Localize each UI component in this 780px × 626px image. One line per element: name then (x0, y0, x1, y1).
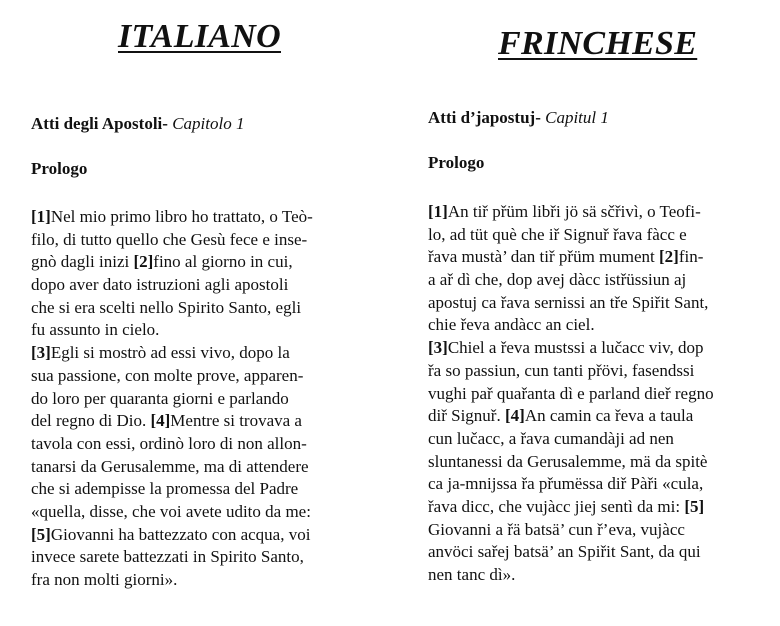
text-line (428, 428, 714, 451)
piedmontese-chapter: Capitul 1 (545, 108, 609, 127)
verse-text: Egli si mostrò ad essi vivo, dopo la (50, 343, 290, 363)
verse-text: Mentre si trovava a (170, 411, 302, 431)
text-line (31, 433, 313, 456)
text-line (31, 501, 313, 524)
verse-text: Chiel a řeva mustssi a lučacc viv, dop (447, 338, 704, 358)
text-line (31, 569, 313, 592)
verse-text: chie řeva andàcc an ciel. (428, 315, 595, 335)
text-line (428, 224, 714, 247)
verse-text: nen tanc dì». (428, 565, 516, 584)
verse-number: [5] (684, 496, 705, 516)
text-line (31, 297, 313, 320)
text-line (428, 337, 714, 360)
verse-text: An tiř přüm libři jö sä sčřivì, o Teofi- (447, 202, 701, 221)
verse-text: che si adempisse la promessa del Padre (31, 479, 299, 499)
text-line (31, 456, 313, 479)
italian-language-title: ITALIANO (118, 18, 281, 55)
verse-text: ca ja-mnijssa řa přumëssa diř Pàři «cula, (428, 474, 704, 494)
italian-body-text (31, 206, 313, 592)
verse-text: vughi pař quařanta dì e parland dieř regno (428, 383, 714, 403)
verse-text: «quella, disse, che voi avete udito da me: (31, 501, 311, 521)
verse-text: cun lučacc, a řava cumandàji ad nen (428, 428, 674, 448)
verse-text: del regno di Dio. (31, 411, 151, 431)
text-line (31, 546, 313, 569)
verse-text: anvöci sařej batsä’ an Spiřit Sant, da qui (428, 542, 701, 562)
verse-number: [4] (150, 411, 171, 431)
text-line (31, 388, 313, 411)
text-line (428, 269, 714, 292)
verse-text: gnò dagli inizi (31, 252, 134, 272)
text-line (428, 292, 714, 315)
verse-text: do loro per quaranta giorni e parlando (31, 388, 289, 408)
verse-text: apostuj ca řava sernissi an tře Spiřit Sant, (428, 292, 709, 312)
verse-number: [5] (31, 524, 51, 544)
text-line (428, 519, 714, 542)
text-line (428, 201, 714, 224)
verse-text: sluntanessi da Gerusalemme, mä da spitè (428, 451, 708, 471)
text-line (428, 383, 714, 406)
verse-text: invece sarete battezzati in Spirito Santo, (31, 547, 304, 567)
verse-text: fin- (678, 247, 704, 267)
verse-number: [3] (31, 343, 51, 363)
piedmontese-body-text (428, 201, 714, 587)
text-line (31, 410, 313, 433)
text-line (428, 564, 714, 587)
text-line (428, 360, 714, 383)
text-line (31, 524, 313, 547)
verse-text: Giovanni ha battezzato con acqua, voi (50, 524, 311, 544)
italian-book-heading (31, 113, 244, 135)
verse-text: fra non molti giorni». (31, 570, 178, 589)
text-line (31, 319, 313, 342)
verse-number: [2] (133, 252, 154, 272)
text-line (428, 473, 714, 496)
italian-book-title: Atti degli Apostoli- (31, 114, 168, 133)
verse-number: [2] (659, 247, 679, 267)
verse-text: filo, di tutto quello che Gesù fece e inse- (31, 229, 308, 249)
verse-text: Giovanni a řä batsä’ cun ř’eva, vujàcc (428, 519, 685, 539)
verse-text: che si era scelti nello Spirito Santo, egli (31, 297, 302, 317)
text-line (428, 496, 714, 519)
verse-number: [1] (428, 202, 448, 221)
text-line (31, 342, 313, 365)
text-line (31, 251, 313, 274)
text-line (31, 206, 313, 229)
text-line (428, 541, 714, 564)
verse-text: An camin ca řeva a taula (524, 406, 694, 426)
verse-text: fu assunto in cielo. (31, 320, 160, 340)
verse-text: tanarsi da Gerusalemme, ma di attendere (31, 456, 309, 476)
verse-text: řava dicc, che vujàcc jiej sentì da mi: (428, 496, 685, 516)
verse-number: [4] (504, 406, 525, 426)
text-line (31, 274, 313, 297)
text-line (428, 451, 714, 474)
text-line (428, 405, 714, 428)
verse-text: a ař dì che, dop avej dàcc istřüssiun aj (428, 270, 687, 290)
verse-text: Nel mio primo libro ho trattato, o Teò- (50, 207, 313, 226)
verse-text: diř Signuř. (428, 406, 505, 426)
italian-chapter: Capitolo 1 (172, 114, 245, 133)
verse-text: dopo aver dato istruzioni agli apostoli (31, 275, 289, 295)
verse-text: řa so passiun, cun tanti přövi, fasendssi (428, 360, 695, 380)
verse-text: řava mustà’ dan tiř přüm mument (428, 247, 660, 267)
verse-number: [1] (31, 207, 51, 226)
verse-number: [3] (428, 338, 448, 358)
text-line (428, 314, 714, 337)
verse-text: fino al giorno in cui, (153, 252, 293, 272)
piedmontese-language-title: FRINCHESE (498, 25, 698, 62)
italian-section-title: Prologo (31, 159, 88, 178)
verse-text: tavola con essi, ordinò loro di non allon- (31, 433, 307, 453)
text-line (31, 365, 313, 388)
text-line (428, 246, 714, 269)
piedmontese-book-title: Atti d’japostuj- (428, 108, 541, 127)
piedmontese-book-heading (428, 107, 609, 129)
verse-text: sua passione, con molte prove, apparen- (31, 365, 304, 385)
piedmontese-section-title: Prologo (428, 153, 485, 172)
verse-text: lo, ad tüt què che iř Signuř řava fàcc e (428, 224, 687, 244)
text-line (31, 229, 313, 252)
text-line (31, 478, 313, 501)
